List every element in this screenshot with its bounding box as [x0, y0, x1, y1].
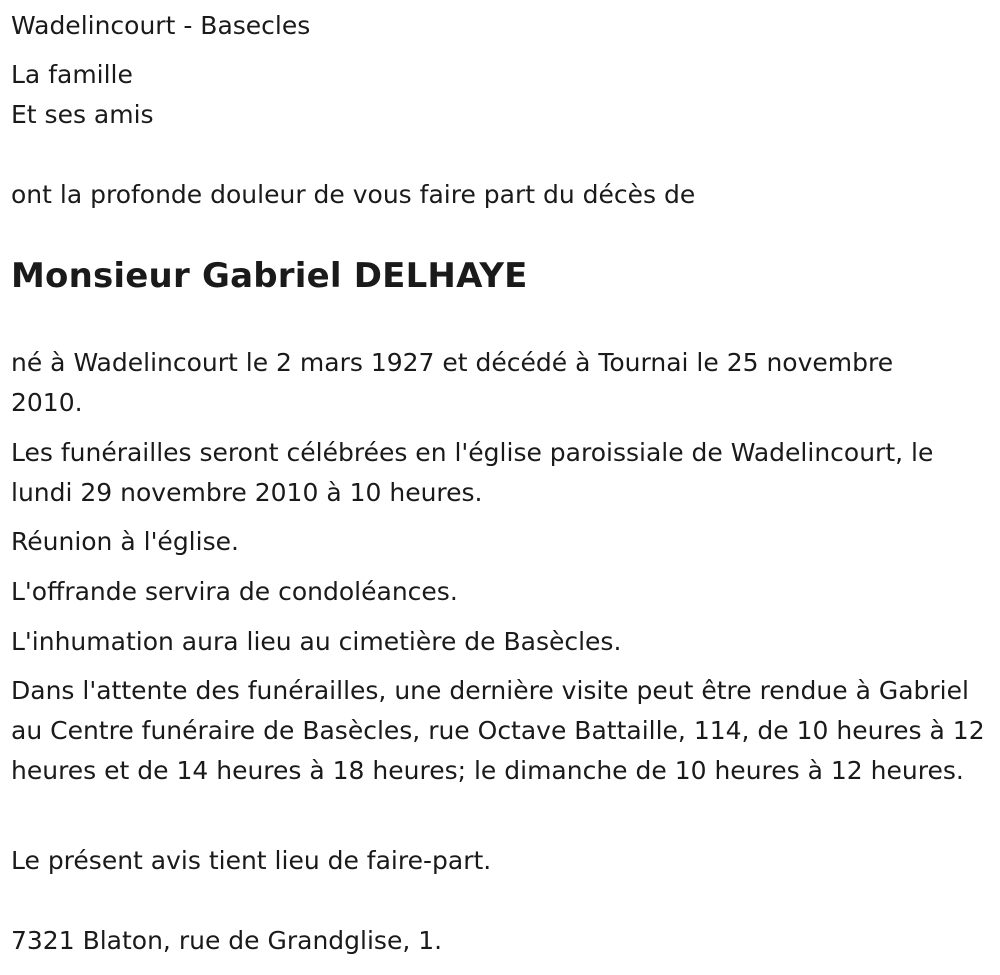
intro-text: ont la profonde douleur de vous faire part du décès de: [11, 180, 696, 209]
location-header: Wadelincourt - Basecles: [11, 11, 311, 40]
burial-text: L'inhumation aura lieu au cimetière de Basècles.: [11, 627, 622, 656]
notice-text: Le présent avis tient lieu de faire-part.: [11, 846, 492, 875]
funeral-text: Les funérailles seront célébrées en l'église paroissiale de Wadelincourt, le lundi 29 novembre 2010 à 10 heures.: [11, 438, 934, 507]
address-text: 7321 Blaton, rue de Grandglise, 1.: [11, 926, 443, 955]
announcer-friends: Et ses amis: [11, 100, 154, 129]
deceased-name: Monsieur Gabriel DELHAYE: [11, 256, 528, 296]
offering-text: L'offrande servira de condoléances.: [11, 577, 458, 606]
meeting-text: Réunion à l'église.: [11, 527, 239, 556]
announcer-family: La famille: [11, 60, 133, 89]
visit-text: Dans l'attente des funérailles, une dernière visite peut être rendue à Gabriel au Centre funéraire de Basècles, rue Octave Battaille, 114, de 10 heures à 12 heures et de 14 heures à 18 heures; le dimanche de 10 heures à 12 heures.: [11, 676, 985, 785]
birth-death-text: né à Wadelincourt le 2 mars 1927 et décédé à Tournai le 25 novembre 2010.: [11, 348, 894, 417]
